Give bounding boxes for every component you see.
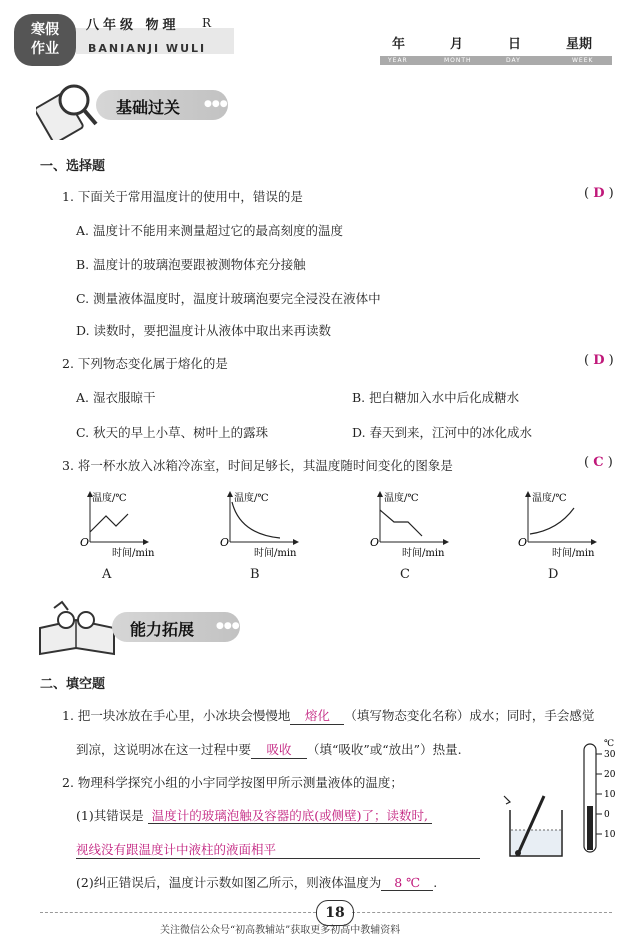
q3-answer: C xyxy=(593,455,604,470)
graph-c-label: C xyxy=(400,567,410,582)
p2-q2-stem: 2. 物理科学探究小组的小宇同学按图甲所示测量液体的温度； xyxy=(62,775,403,790)
p2-q1-line2 xyxy=(76,740,462,759)
graph-a xyxy=(80,491,155,559)
p2-q1-text-d: （填“吸收”或“放出”）热量. xyxy=(307,742,462,757)
thermo-tick-30: 30 xyxy=(604,750,616,760)
p2-q2-sub1-answer-2: 视线没有跟温度计中液柱的液面相平 xyxy=(76,842,277,857)
graph-b-xlabel: 时间/min xyxy=(254,548,297,559)
banner-dots: ●●● xyxy=(204,99,228,109)
graph-a-origin: O xyxy=(80,536,90,549)
book-pinyin: BANIANJI WULI xyxy=(88,42,207,55)
graph-a-xlabel: 时间/min xyxy=(112,548,155,559)
thermo-tick-0: 0 xyxy=(604,810,610,820)
graph-b-label: B xyxy=(250,567,260,582)
date-day-label: 日 xyxy=(508,37,522,52)
footer-rule-left xyxy=(40,912,316,913)
date-month-en: MONTH xyxy=(444,57,472,64)
graph-b-origin: O xyxy=(220,536,230,549)
graph-a-ylabel: 温度/℃ xyxy=(92,493,127,504)
graph-c-ylabel: 温度/℃ xyxy=(384,493,419,504)
p2-q2-sub1 xyxy=(76,806,432,824)
q3-answer-bracket: ( C ) xyxy=(584,455,613,470)
graph-b-ylabel: 温度/℃ xyxy=(234,493,269,504)
footer-rule-right xyxy=(352,912,612,913)
badge-top: 寒假 xyxy=(31,22,59,38)
q1-stem: 1. 下面关于常用温度计的使用中，错误的是 xyxy=(62,189,303,204)
p2-q2-sub1-prefix: (1)其错误是 xyxy=(76,808,144,823)
graph-d-origin: O xyxy=(518,536,528,549)
graph-a-curve xyxy=(90,514,128,532)
banner-dots-2: ●●● xyxy=(216,621,240,631)
thermo-tick-neg10: 10 xyxy=(604,830,616,840)
graph-c xyxy=(370,491,448,559)
extend-section-title: 能力拓展 xyxy=(130,620,195,639)
q2-answer: D xyxy=(593,353,605,368)
q3-stem: 3. 将一杯水放入冰箱冷冻室，时间足够长，其温度随时间变化的图象是 xyxy=(62,458,453,473)
graph-d-ylabel: 温度/℃ xyxy=(532,493,567,504)
part1-heading: 一、选择题 xyxy=(40,159,106,174)
thermometer-mercury xyxy=(587,806,593,850)
graph-a-label: A xyxy=(102,567,112,582)
open-book-icon xyxy=(36,598,120,658)
p2-q2-sub1-answer-1: 温度计的玻璃泡触及容器的底(或侧壁)了；读数时, xyxy=(148,808,432,824)
q1-option-c: C. 测量液体温度时，温度计玻璃泡要完全浸没在液体中 xyxy=(76,291,381,306)
thermo-tick-10: 10 xyxy=(604,790,616,800)
p2-q1-blank1: 熔化 xyxy=(290,706,344,725)
graph-d-curve xyxy=(530,508,574,534)
p2-q1-text-a: 1. 把一块冰放在手心里，小冰块会慢慢地 xyxy=(62,708,291,723)
q1-option-a: A. 温度计不能用来测量超过它的最高刻度的温度 xyxy=(76,223,343,238)
p2-q1-text-c: 到凉，这说明冰在这一过程中要 xyxy=(76,742,252,757)
q2-answer-bracket: ( D ) xyxy=(584,353,614,368)
graph-c-xlabel: 时间/min xyxy=(402,548,445,559)
q2-stem: 2. 下列物态变化属于熔化的是 xyxy=(62,356,228,371)
p2-q2-sub2 xyxy=(76,873,437,891)
p2-q2-sub2-answer: 8 ℃ xyxy=(381,875,433,891)
graph-c-curve xyxy=(380,510,422,536)
thermo-tick-20: 20 xyxy=(604,770,616,780)
q1-answer: D xyxy=(593,186,605,201)
p2-q1-text-b: （填写物态变化名称）成水；同时，手会感觉 xyxy=(344,708,595,723)
part2-heading: 二、填空题 xyxy=(40,677,106,692)
p2-q2-sub2-text: (2)纠正错误后，温度计示数如图乙所示，则液体温度为 xyxy=(76,875,382,890)
magnifier-tablet-icon xyxy=(36,78,104,140)
q2-option-b: B. 把白糖加入水中后化成糖水 xyxy=(352,390,520,405)
q2-option-d: D. 春天到来，江河中的冰化成水 xyxy=(352,425,533,440)
beaker-thermometer-figure xyxy=(500,790,574,860)
q3-graphs xyxy=(70,488,630,560)
p2-q2-sub2-end: . xyxy=(433,875,438,890)
basic-section-title: 基础过关 xyxy=(116,98,181,117)
graph-b xyxy=(220,491,298,559)
date-week-label: 星期 xyxy=(566,37,593,52)
graph-d-xlabel: 时间/min xyxy=(552,548,595,559)
series-badge xyxy=(14,14,76,66)
q2-option-c: C. 秋天的早上小草、树叶上的露珠 xyxy=(76,425,269,440)
thermometer-scale-figure xyxy=(578,738,624,854)
q1-option-d: D. 读数时，要把温度计从液体中取出来再读数 xyxy=(76,323,332,338)
edition-mark: R xyxy=(202,16,212,30)
p2-q1-blank2: 吸收 xyxy=(251,740,307,759)
date-week-en: WEEK xyxy=(572,57,594,64)
date-day-en: DAY xyxy=(506,57,521,64)
date-month-label: 月 xyxy=(450,37,464,52)
footer-note: 关注微信公众号“初高教辅站”获取更多初高中教辅资料 xyxy=(160,925,401,936)
graph-d-label: D xyxy=(548,567,559,582)
q1-option-b: B. 温度计的玻璃泡要跟被测物体充分接触 xyxy=(76,257,306,272)
p2-q2-sub1-line2 xyxy=(76,840,480,859)
badge-bottom: 作业 xyxy=(31,41,59,57)
graph-b-curve xyxy=(232,502,280,538)
page-number: 18 xyxy=(316,900,354,926)
book-title: 八年级 物理 xyxy=(86,18,180,33)
date-year-label: 年 xyxy=(392,37,406,52)
p2-q1-line1 xyxy=(62,706,594,725)
date-year-en: YEAR xyxy=(388,57,408,64)
graph-d xyxy=(518,491,596,559)
q1-answer-bracket: ( D ) xyxy=(584,186,614,201)
graph-c-origin: O xyxy=(370,536,380,549)
q2-option-a: A. 湿衣服晾干 xyxy=(76,390,156,405)
thermo-unit: ℃ xyxy=(604,739,615,749)
